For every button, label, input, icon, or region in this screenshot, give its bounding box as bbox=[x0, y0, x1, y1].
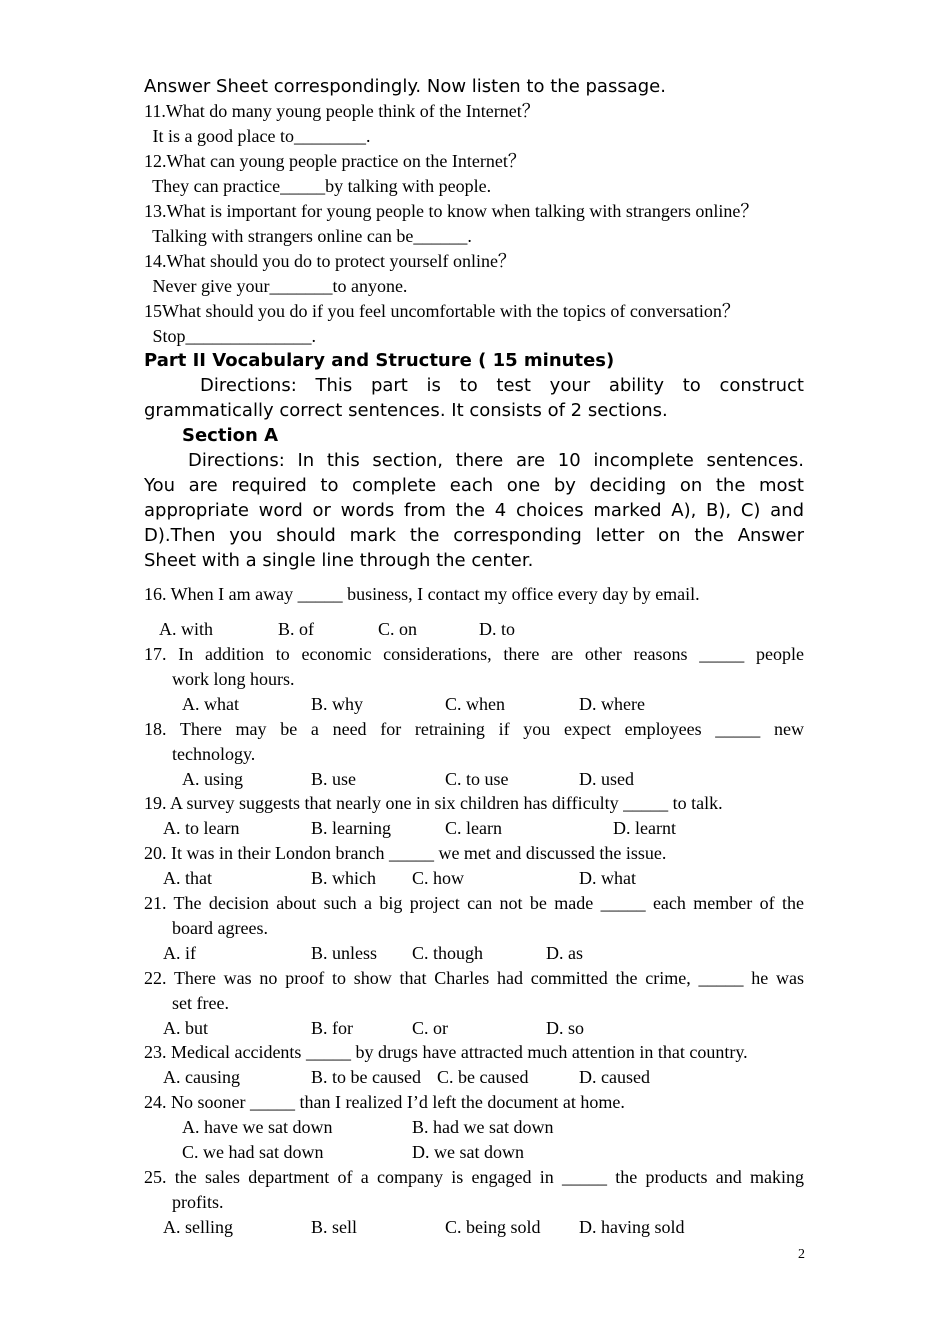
question-24: 24. No sooner _____ than I realized I’d left the document at home. bbox=[144, 1092, 625, 1112]
section-a-directions-line1: Directions: In this section, there are 10 incomplete sentences. bbox=[188, 450, 804, 471]
q21-option-d: D. as bbox=[546, 943, 583, 963]
question-17-cont: work long hours. bbox=[172, 669, 295, 689]
answer-15: Stop______________. bbox=[148, 326, 317, 346]
question-22-cont: set free. bbox=[172, 993, 229, 1013]
q16-option-b: B. of bbox=[278, 619, 314, 639]
q20-option-b: B. which bbox=[311, 868, 376, 888]
q19-option-a: A. to learn bbox=[163, 818, 240, 838]
q24-option-d: D. we sat down bbox=[412, 1142, 524, 1162]
q21-option-c: C. though bbox=[412, 943, 484, 963]
question-14: 14.What should you do to protect yourself online？ bbox=[144, 251, 516, 271]
q18-option-a: A. using bbox=[182, 769, 244, 789]
q20-option-c: C. how bbox=[412, 868, 465, 888]
q16-option-c: C. on bbox=[378, 619, 418, 639]
q18-option-d: D. used bbox=[579, 769, 634, 789]
q20-option-d: D. what bbox=[579, 868, 636, 888]
q19-option-d: D. learnt bbox=[613, 818, 676, 838]
q25-option-d: D. having sold bbox=[579, 1217, 685, 1237]
q17-option-a: A. what bbox=[182, 694, 239, 714]
answer-14: Never give your_______to anyone. bbox=[148, 276, 408, 296]
question-19: 19. A survey suggests that nearly one in six children has difficulty _____ to talk. bbox=[144, 793, 723, 813]
q17-option-c: C. when bbox=[445, 694, 505, 714]
question-25: 25. the sales department of a company is engaged in _____ the products and making bbox=[144, 1167, 804, 1187]
q23-option-b: B. to be caused bbox=[311, 1067, 421, 1087]
question-21-cont: board agrees. bbox=[172, 918, 268, 938]
question-16: 16. When I am away _____ business, I contact my office every day by email. bbox=[144, 584, 700, 604]
question-17: 17. In addition to economic considerations, there are other reasons _____ people bbox=[144, 644, 804, 664]
question-20: 20. It was in their London branch _____ we met and discussed the issue. bbox=[144, 843, 667, 863]
q22-option-b: B. for bbox=[311, 1018, 353, 1038]
q22-option-c: C. or bbox=[412, 1018, 448, 1038]
question-18: 18. There may be a need for retraining if you expect employees _____ new bbox=[144, 719, 804, 739]
q23-option-c: C. be caused bbox=[437, 1067, 529, 1087]
q21-option-b: B. unless bbox=[311, 943, 378, 963]
section-a-directions-line4: D).Then you should mark the corresponding letter on the Answer bbox=[144, 525, 804, 546]
q18-option-c: C. to use bbox=[445, 769, 509, 789]
question-13: 13.What is important for young people to know when talking with strangers online？ bbox=[144, 201, 759, 221]
answer-13: Talking with strangers online can be______. bbox=[148, 226, 472, 246]
q20-option-a: A. that bbox=[163, 868, 212, 888]
q25-option-c: C. being sold bbox=[445, 1217, 541, 1237]
q17-option-d: D. where bbox=[579, 694, 645, 714]
q21-option-a: A. if bbox=[163, 943, 196, 963]
q22-option-d: D. so bbox=[546, 1018, 585, 1038]
question-25-cont: profits. bbox=[172, 1192, 224, 1212]
section-a-directions-line3: appropriate word or words from the 4 choices marked A), B), C) and bbox=[144, 500, 804, 521]
q24-option-c: C. we had sat down bbox=[182, 1142, 324, 1162]
q19-option-b: B. learning bbox=[311, 818, 391, 838]
section-a-heading: Section A bbox=[182, 425, 278, 446]
question-21: 21. The decision about such a big project can not be made _____ each member of the bbox=[144, 893, 804, 913]
question-18-cont: technology. bbox=[172, 744, 256, 764]
q22-option-a: A. but bbox=[163, 1018, 208, 1038]
answer-12: They can practice_____by talking with people. bbox=[148, 176, 492, 196]
q19-option-c: C. learn bbox=[445, 818, 502, 838]
part2-directions-line1: Directions: This part is to test your ability to construct bbox=[200, 375, 804, 396]
q24-option-b: B. had we sat down bbox=[412, 1117, 554, 1137]
question-15: 15What should you do if you feel uncomfortable with the topics of conversation？ bbox=[144, 301, 740, 321]
q23-option-d: D. caused bbox=[579, 1067, 650, 1087]
q25-option-a: A. selling bbox=[163, 1217, 233, 1237]
q23-option-a: A. causing bbox=[163, 1067, 240, 1087]
page-number: 2 bbox=[798, 1247, 805, 1262]
q25-option-b: B. sell bbox=[311, 1217, 358, 1237]
part2-heading: Part II Vocabulary and Structure ( 15 minutes) bbox=[144, 350, 615, 371]
q18-option-b: B. use bbox=[311, 769, 356, 789]
question-11: 11.What do many young people think of the Internet？ bbox=[144, 101, 540, 121]
q16-option-d: D. to bbox=[479, 619, 515, 639]
question-23: 23. Medical accidents _____ by drugs have attracted much attention in that country. bbox=[144, 1042, 748, 1062]
section-a-directions-line2: You are required to complete each one by deciding on the most bbox=[144, 475, 804, 496]
q16-option-a: A. with bbox=[159, 619, 213, 639]
question-12: 12.What can young people practice on the Internet？ bbox=[144, 151, 526, 171]
section-a-directions-line5: Sheet with a single line through the center. bbox=[144, 550, 534, 571]
question-22: 22. There was no proof to show that Charles had committed the crime, _____ he was bbox=[144, 968, 804, 988]
q24-option-a: A. have we sat down bbox=[182, 1117, 333, 1137]
q17-option-b: B. why bbox=[311, 694, 364, 714]
intro-text: Answer Sheet correspondingly. Now listen to the passage. bbox=[144, 76, 666, 97]
part2-directions-line2: grammatically correct sentences. It consists of 2 sections. bbox=[144, 400, 668, 421]
answer-11: It is a good place to________. bbox=[148, 126, 371, 146]
